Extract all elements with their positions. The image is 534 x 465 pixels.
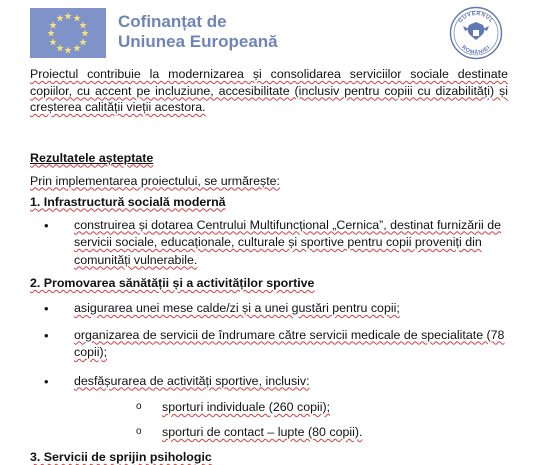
section-2-list: [30, 300, 508, 441]
eu-text-line2: Uniunea Europeană: [118, 32, 278, 51]
list-item: • desfășurarea de activități sportive, inclusiv: o sporturi individuale (260 copii); o sporturi de contact – lupte (80 copii).: [30, 373, 508, 442]
seal-label-bottom: ROMÂNIEI: [460, 44, 492, 57]
eu-cofinancing-label: [118, 12, 278, 52]
section-1-title: 1. Infrastructură socială modernă: [30, 194, 226, 209]
list-item: • organizarea de servicii de îndrumare către servicii medicale de specialitate (78 copii);: [30, 327, 508, 362]
eu-flag-icon: [30, 8, 106, 58]
section-1-list: [30, 217, 508, 270]
list-item: • construirea și dotarea Centrului Multifuncțional „Cernica”, destinat furnizării de servicii sociale, educaționale, culturale și sportive pentru copii proveniți din comunități vulnerabile.: [30, 217, 508, 270]
sports-sublist: [74, 399, 508, 441]
intro-paragraph: Proiectul contribuie la modernizarea și consolidarea serviciilor sociale destinate copiilor, cu accent pe incluziune, accesibilitate (inclusiv pentru copiii cu dizabilități) și creșterea calității vieții acestora.: [30, 67, 508, 114]
eu-star-icon: [64, 12, 72, 20]
romanian-government-seal-icon: [449, 6, 503, 60]
results-heading: Rezultatele așteptate: [30, 150, 154, 165]
eu-star-icon: [47, 29, 55, 37]
eu-star-icon: [56, 14, 64, 22]
section-3-title: 3. Servicii de sprijin psihologic: [30, 450, 212, 464]
eu-star-icon: [79, 21, 87, 29]
seal-label-top: GUVERNUL: [457, 10, 495, 25]
list-item: • asigurarea unei mese calde/zi și a unei gustări pentru copii;: [30, 300, 508, 318]
section-2-title: 2. Promovarea sănătății și a activităților sportive: [30, 276, 315, 290]
eu-text-line1: Cofinanțat de: [118, 12, 227, 31]
sublist-item: o sporturi individuale (260 copii);: [74, 399, 508, 416]
eu-star-icon: [81, 29, 89, 37]
document-body: [30, 66, 508, 465]
eu-star-icon: [49, 38, 57, 46]
results-intro: Prin implementarea proiectului, se urmărește:: [30, 173, 280, 188]
eu-star-icon: [73, 44, 81, 52]
eu-star-icon: [64, 46, 72, 54]
document-header: [0, 0, 534, 64]
sublist-item: o sporturi de contact – lupte (80 copii).: [74, 424, 508, 441]
